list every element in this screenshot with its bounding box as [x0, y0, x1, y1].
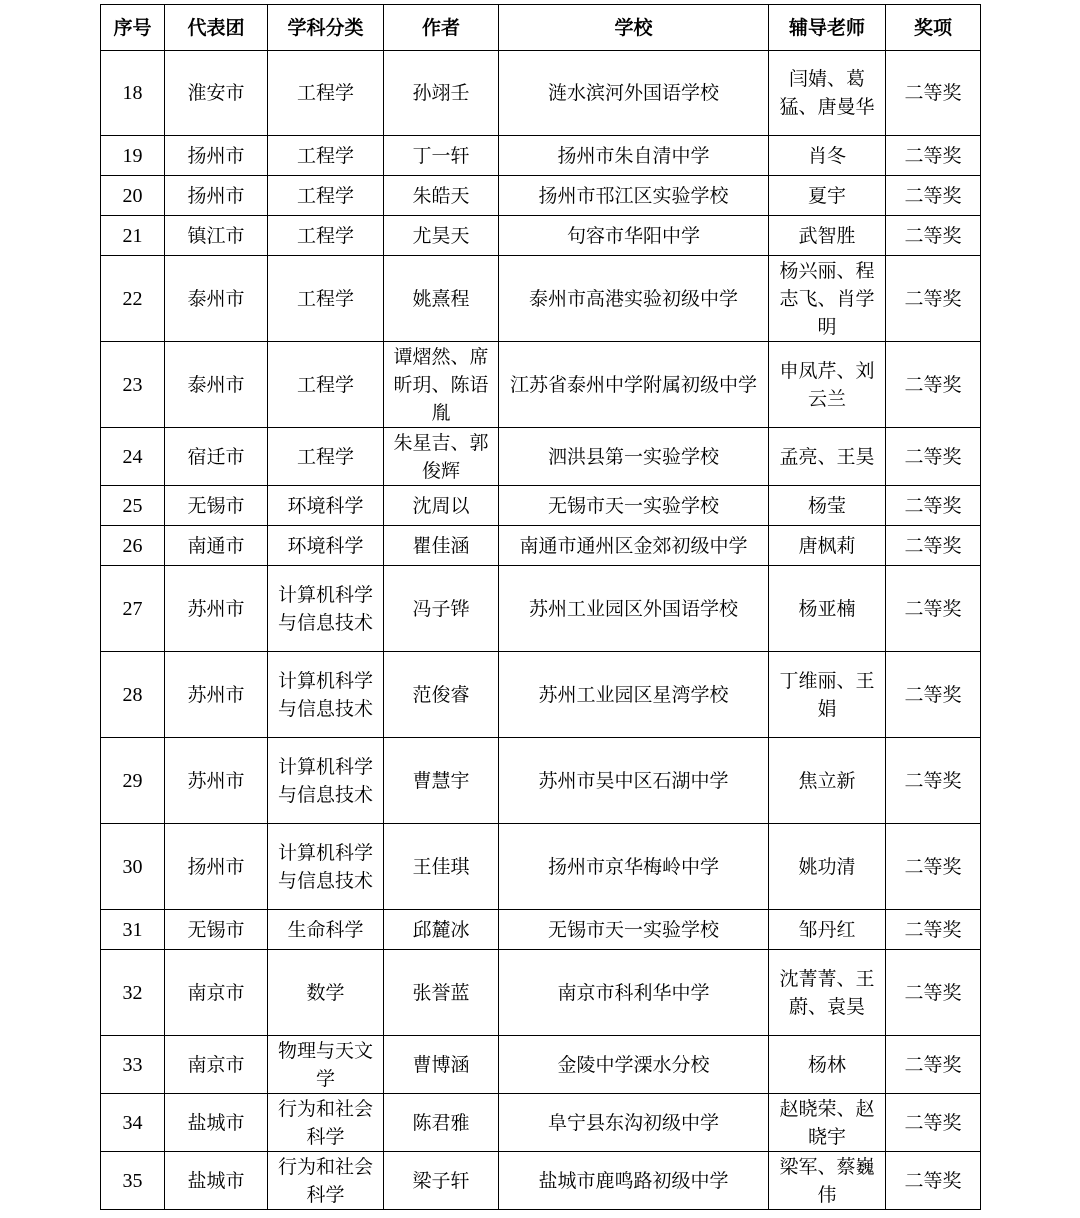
cell-teacher: 梁军、蔡巍伟 [769, 1152, 886, 1210]
cell-school: 苏州市吴中区石湖中学 [499, 738, 769, 824]
table-row [101, 256, 981, 342]
table-row [101, 428, 981, 486]
cell-subject: 环境科学 [268, 526, 384, 566]
cell-delegation: 扬州市 [165, 824, 268, 910]
cell-author: 孙翊壬 [384, 51, 499, 136]
cell-author: 梁子轩 [384, 1152, 499, 1210]
cell-award: 二等奖 [886, 824, 981, 910]
header-award: 奖项 [886, 5, 981, 51]
cell-teacher: 杨林 [769, 1036, 886, 1094]
cell-teacher: 闫婧、葛猛、唐曼华 [769, 51, 886, 136]
cell-award: 二等奖 [886, 1094, 981, 1152]
table-row [101, 824, 981, 910]
cell-school: 阜宁县东沟初级中学 [499, 1094, 769, 1152]
cell-subject: 工程学 [268, 342, 384, 428]
table-row [101, 652, 981, 738]
cell-no: 24 [101, 428, 165, 486]
cell-award: 二等奖 [886, 176, 981, 216]
cell-author: 王佳琪 [384, 824, 499, 910]
cell-author: 朱皓天 [384, 176, 499, 216]
cell-teacher: 邹丹红 [769, 910, 886, 950]
cell-no: 35 [101, 1152, 165, 1210]
cell-award: 二等奖 [886, 216, 981, 256]
cell-author: 曹博涵 [384, 1036, 499, 1094]
cell-delegation: 盐城市 [165, 1094, 268, 1152]
cell-subject: 物理与天文学 [268, 1036, 384, 1094]
cell-subject: 生命科学 [268, 910, 384, 950]
cell-no: 27 [101, 566, 165, 652]
cell-author: 陈君雅 [384, 1094, 499, 1152]
header-delegation: 代表团 [165, 5, 268, 51]
cell-author: 谭熠然、席昕玥、陈语胤 [384, 342, 499, 428]
header-author: 作者 [384, 5, 499, 51]
cell-school: 句容市华阳中学 [499, 216, 769, 256]
table-row [101, 1152, 981, 1210]
cell-award: 二等奖 [886, 950, 981, 1036]
cell-delegation: 盐城市 [165, 1152, 268, 1210]
cell-teacher: 丁维丽、王娟 [769, 652, 886, 738]
cell-delegation: 南京市 [165, 950, 268, 1036]
cell-delegation: 泰州市 [165, 342, 268, 428]
table-row [101, 216, 981, 256]
table-row [101, 486, 981, 526]
cell-school: 扬州市京华梅岭中学 [499, 824, 769, 910]
cell-teacher: 焦立新 [769, 738, 886, 824]
cell-delegation: 镇江市 [165, 216, 268, 256]
cell-no: 19 [101, 136, 165, 176]
table-body [101, 51, 981, 1210]
cell-subject: 计算机科学与信息技术 [268, 824, 384, 910]
cell-no: 21 [101, 216, 165, 256]
cell-award: 二等奖 [886, 526, 981, 566]
cell-teacher: 唐枫莉 [769, 526, 886, 566]
cell-delegation: 淮安市 [165, 51, 268, 136]
cell-no: 34 [101, 1094, 165, 1152]
cell-school: 苏州工业园区外国语学校 [499, 566, 769, 652]
table-row [101, 136, 981, 176]
cell-no: 26 [101, 526, 165, 566]
cell-no: 23 [101, 342, 165, 428]
cell-award: 二等奖 [886, 136, 981, 176]
cell-award: 二等奖 [886, 428, 981, 486]
cell-no: 29 [101, 738, 165, 824]
cell-no: 32 [101, 950, 165, 1036]
cell-author: 邱麓冰 [384, 910, 499, 950]
cell-subject: 计算机科学与信息技术 [268, 652, 384, 738]
cell-subject: 计算机科学与信息技术 [268, 566, 384, 652]
table-row [101, 526, 981, 566]
cell-no: 33 [101, 1036, 165, 1094]
cell-subject: 数学 [268, 950, 384, 1036]
table-row [101, 738, 981, 824]
cell-subject: 行为和社会科学 [268, 1152, 384, 1210]
cell-subject: 工程学 [268, 256, 384, 342]
cell-award: 二等奖 [886, 1152, 981, 1210]
header-row [101, 5, 981, 51]
cell-delegation: 无锡市 [165, 910, 268, 950]
cell-school: 南通市通州区金郊初级中学 [499, 526, 769, 566]
cell-subject: 计算机科学与信息技术 [268, 738, 384, 824]
cell-teacher: 赵晓荣、赵晓宇 [769, 1094, 886, 1152]
cell-author: 张誉蓝 [384, 950, 499, 1036]
cell-delegation: 苏州市 [165, 738, 268, 824]
cell-author: 朱星吉、郭俊辉 [384, 428, 499, 486]
cell-teacher: 武智胜 [769, 216, 886, 256]
cell-no: 18 [101, 51, 165, 136]
cell-award: 二等奖 [886, 342, 981, 428]
cell-school: 泰州市高港实验初级中学 [499, 256, 769, 342]
cell-teacher: 肖冬 [769, 136, 886, 176]
cell-delegation: 扬州市 [165, 176, 268, 216]
cell-author: 瞿佳涵 [384, 526, 499, 566]
cell-award: 二等奖 [886, 566, 981, 652]
table-row [101, 950, 981, 1036]
cell-school: 苏州工业园区星湾学校 [499, 652, 769, 738]
cell-author: 尤昊天 [384, 216, 499, 256]
cell-no: 30 [101, 824, 165, 910]
cell-no: 28 [101, 652, 165, 738]
cell-teacher: 申凤芹、刘云兰 [769, 342, 886, 428]
cell-subject: 工程学 [268, 216, 384, 256]
table-row [101, 910, 981, 950]
cell-author: 姚熹程 [384, 256, 499, 342]
cell-author: 丁一轩 [384, 136, 499, 176]
cell-author: 范俊睿 [384, 652, 499, 738]
table-row [101, 1036, 981, 1094]
cell-no: 25 [101, 486, 165, 526]
cell-award: 二等奖 [886, 910, 981, 950]
cell-delegation: 扬州市 [165, 136, 268, 176]
cell-subject: 工程学 [268, 51, 384, 136]
table-row [101, 176, 981, 216]
cell-teacher: 杨兴丽、程志飞、肖学明 [769, 256, 886, 342]
cell-teacher: 沈菁菁、王蔚、袁昊 [769, 950, 886, 1036]
cell-school: 金陵中学溧水分校 [499, 1036, 769, 1094]
cell-award: 二等奖 [886, 652, 981, 738]
header-no: 序号 [101, 5, 165, 51]
cell-author: 沈周以 [384, 486, 499, 526]
cell-school: 扬州市朱自清中学 [499, 136, 769, 176]
cell-school: 涟水滨河外国语学校 [499, 51, 769, 136]
cell-delegation: 泰州市 [165, 256, 268, 342]
cell-award: 二等奖 [886, 738, 981, 824]
cell-teacher: 杨亚楠 [769, 566, 886, 652]
cell-subject: 工程学 [268, 428, 384, 486]
header-school: 学校 [499, 5, 769, 51]
cell-teacher: 杨莹 [769, 486, 886, 526]
cell-school: 江苏省泰州中学附属初级中学 [499, 342, 769, 428]
cell-delegation: 南京市 [165, 1036, 268, 1094]
cell-school: 泗洪县第一实验学校 [499, 428, 769, 486]
cell-school: 南京市科利华中学 [499, 950, 769, 1036]
cell-no: 31 [101, 910, 165, 950]
cell-delegation: 无锡市 [165, 486, 268, 526]
cell-delegation: 宿迁市 [165, 428, 268, 486]
cell-school: 盐城市鹿鸣路初级中学 [499, 1152, 769, 1210]
cell-award: 二等奖 [886, 486, 981, 526]
table-row [101, 1094, 981, 1152]
cell-subject: 环境科学 [268, 486, 384, 526]
cell-no: 20 [101, 176, 165, 216]
table-row [101, 342, 981, 428]
cell-award: 二等奖 [886, 1036, 981, 1094]
table-row [101, 51, 981, 136]
cell-school: 无锡市天一实验学校 [499, 910, 769, 950]
cell-delegation: 苏州市 [165, 566, 268, 652]
header-subject: 学科分类 [268, 5, 384, 51]
cell-delegation: 苏州市 [165, 652, 268, 738]
cell-award: 二等奖 [886, 51, 981, 136]
cell-teacher: 孟亮、王昊 [769, 428, 886, 486]
cell-teacher: 姚功清 [769, 824, 886, 910]
cell-subject: 工程学 [268, 176, 384, 216]
cell-no: 22 [101, 256, 165, 342]
awards-table [100, 4, 981, 1210]
cell-author: 冯子铧 [384, 566, 499, 652]
cell-school: 扬州市邗江区实验学校 [499, 176, 769, 216]
cell-delegation: 南通市 [165, 526, 268, 566]
cell-award: 二等奖 [886, 256, 981, 342]
cell-subject: 行为和社会科学 [268, 1094, 384, 1152]
table-row [101, 566, 981, 652]
cell-subject: 工程学 [268, 136, 384, 176]
header-teacher: 辅导老师 [769, 5, 886, 51]
cell-school: 无锡市天一实验学校 [499, 486, 769, 526]
cell-author: 曹慧宇 [384, 738, 499, 824]
cell-teacher: 夏宇 [769, 176, 886, 216]
